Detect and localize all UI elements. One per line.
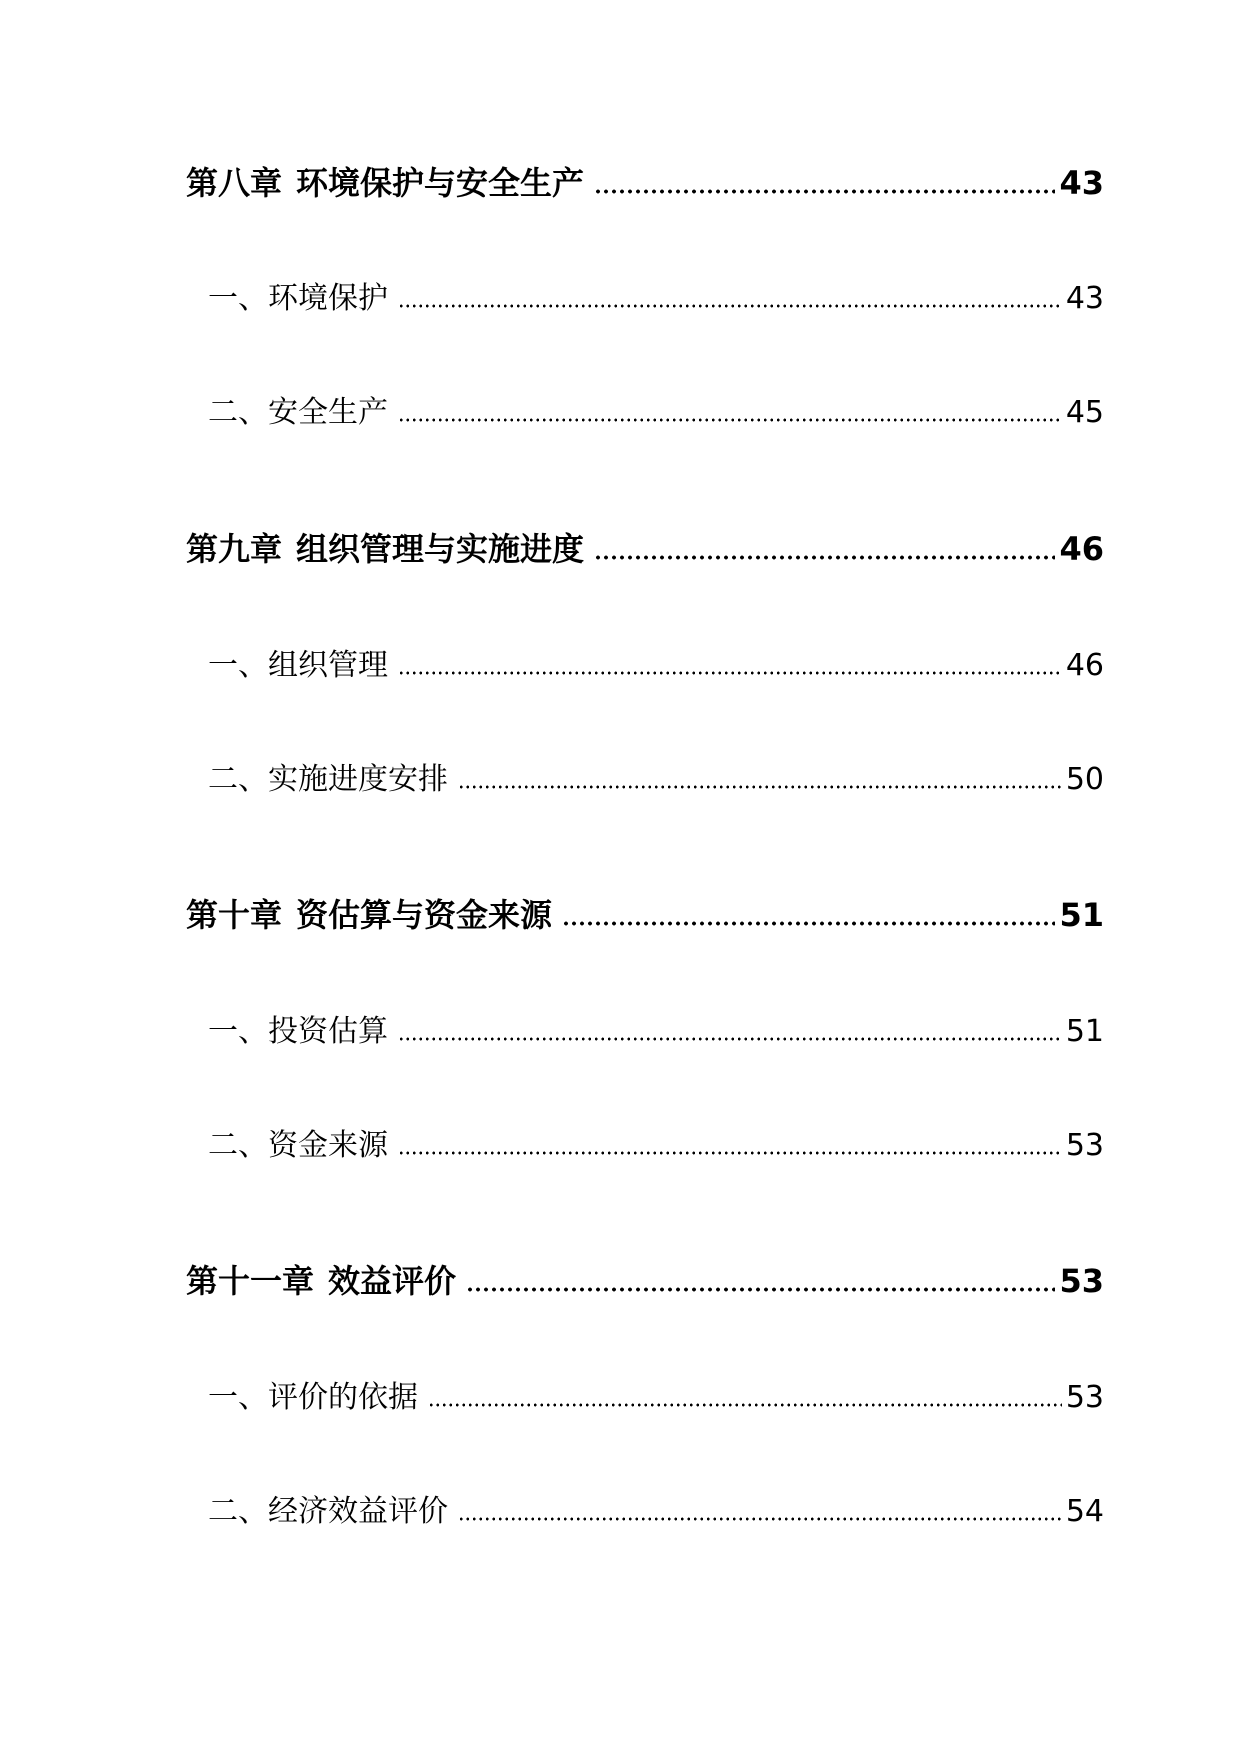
dot-leader [466,1287,1055,1292]
toc-section-safety[interactable] [208,387,1104,429]
page-number: 51 [1065,1014,1104,1049]
section-title: 一、组织管理 [208,648,388,683]
toc-section-investment[interactable] [208,1006,1104,1048]
dot-leader [398,671,1062,675]
chapter-number: 第十一章 [186,1262,315,1300]
section-title: 一、投资估算 [208,1014,388,1049]
toc-entry-title [186,1256,456,1302]
toc-chapter-10[interactable] [186,890,1104,934]
page-number: 51 [1059,896,1104,934]
page-number: 50 [1065,762,1104,797]
chapter-title: 组织管理与实施进度 [296,530,585,568]
toc-section-economic-evaluation[interactable] [208,1486,1104,1528]
chapter-number: 第九章 [186,530,283,568]
toc-chapter-8[interactable] [186,158,1104,202]
section-title: 一、环境保护 [208,281,388,316]
chapter-title: 资估算与资金来源 [296,896,553,934]
dot-leader [398,1151,1062,1155]
chapter-number: 第十章 [186,896,283,934]
chapter-number: 第八章 [186,164,283,202]
toc-chapter-9[interactable] [186,524,1104,568]
page-number: 45 [1065,395,1104,430]
page-number: 43 [1065,281,1104,316]
page-number: 46 [1065,648,1104,683]
page-number: 43 [1059,164,1104,202]
section-title: 二、资金来源 [208,1128,388,1163]
section-title: 二、实施进度安排 [208,762,448,797]
dot-leader [428,1403,1062,1407]
dot-leader [458,1517,1062,1521]
section-title: 一、评价的依据 [208,1380,418,1415]
page-number: 53 [1065,1380,1104,1415]
dot-leader [458,785,1062,789]
dot-leader [594,189,1055,194]
toc-entry-title [186,524,584,570]
toc-section-organization[interactable] [208,640,1104,682]
toc-section-funding[interactable] [208,1120,1104,1162]
toc-section-environment[interactable] [208,273,1104,315]
section-title: 二、安全生产 [208,395,388,430]
page-number: 54 [1065,1494,1104,1529]
toc-chapter-11[interactable] [186,1256,1104,1300]
dot-leader [594,555,1055,560]
toc-entry-title [186,890,552,936]
section-title: 二、经济效益评价 [208,1494,448,1529]
dot-leader [398,418,1062,422]
chapter-title: 环境保护与安全生产 [296,164,585,202]
page-number: 53 [1065,1128,1104,1163]
chapter-title: 效益评价 [328,1262,457,1300]
dot-leader [562,921,1055,926]
toc-section-schedule[interactable] [208,754,1104,796]
page-number: 46 [1059,530,1104,568]
toc-entry-title [186,158,584,204]
toc-section-evaluation-basis[interactable] [208,1372,1104,1414]
page-number: 53 [1059,1262,1104,1300]
dot-leader [398,1037,1062,1041]
dot-leader [398,304,1062,308]
